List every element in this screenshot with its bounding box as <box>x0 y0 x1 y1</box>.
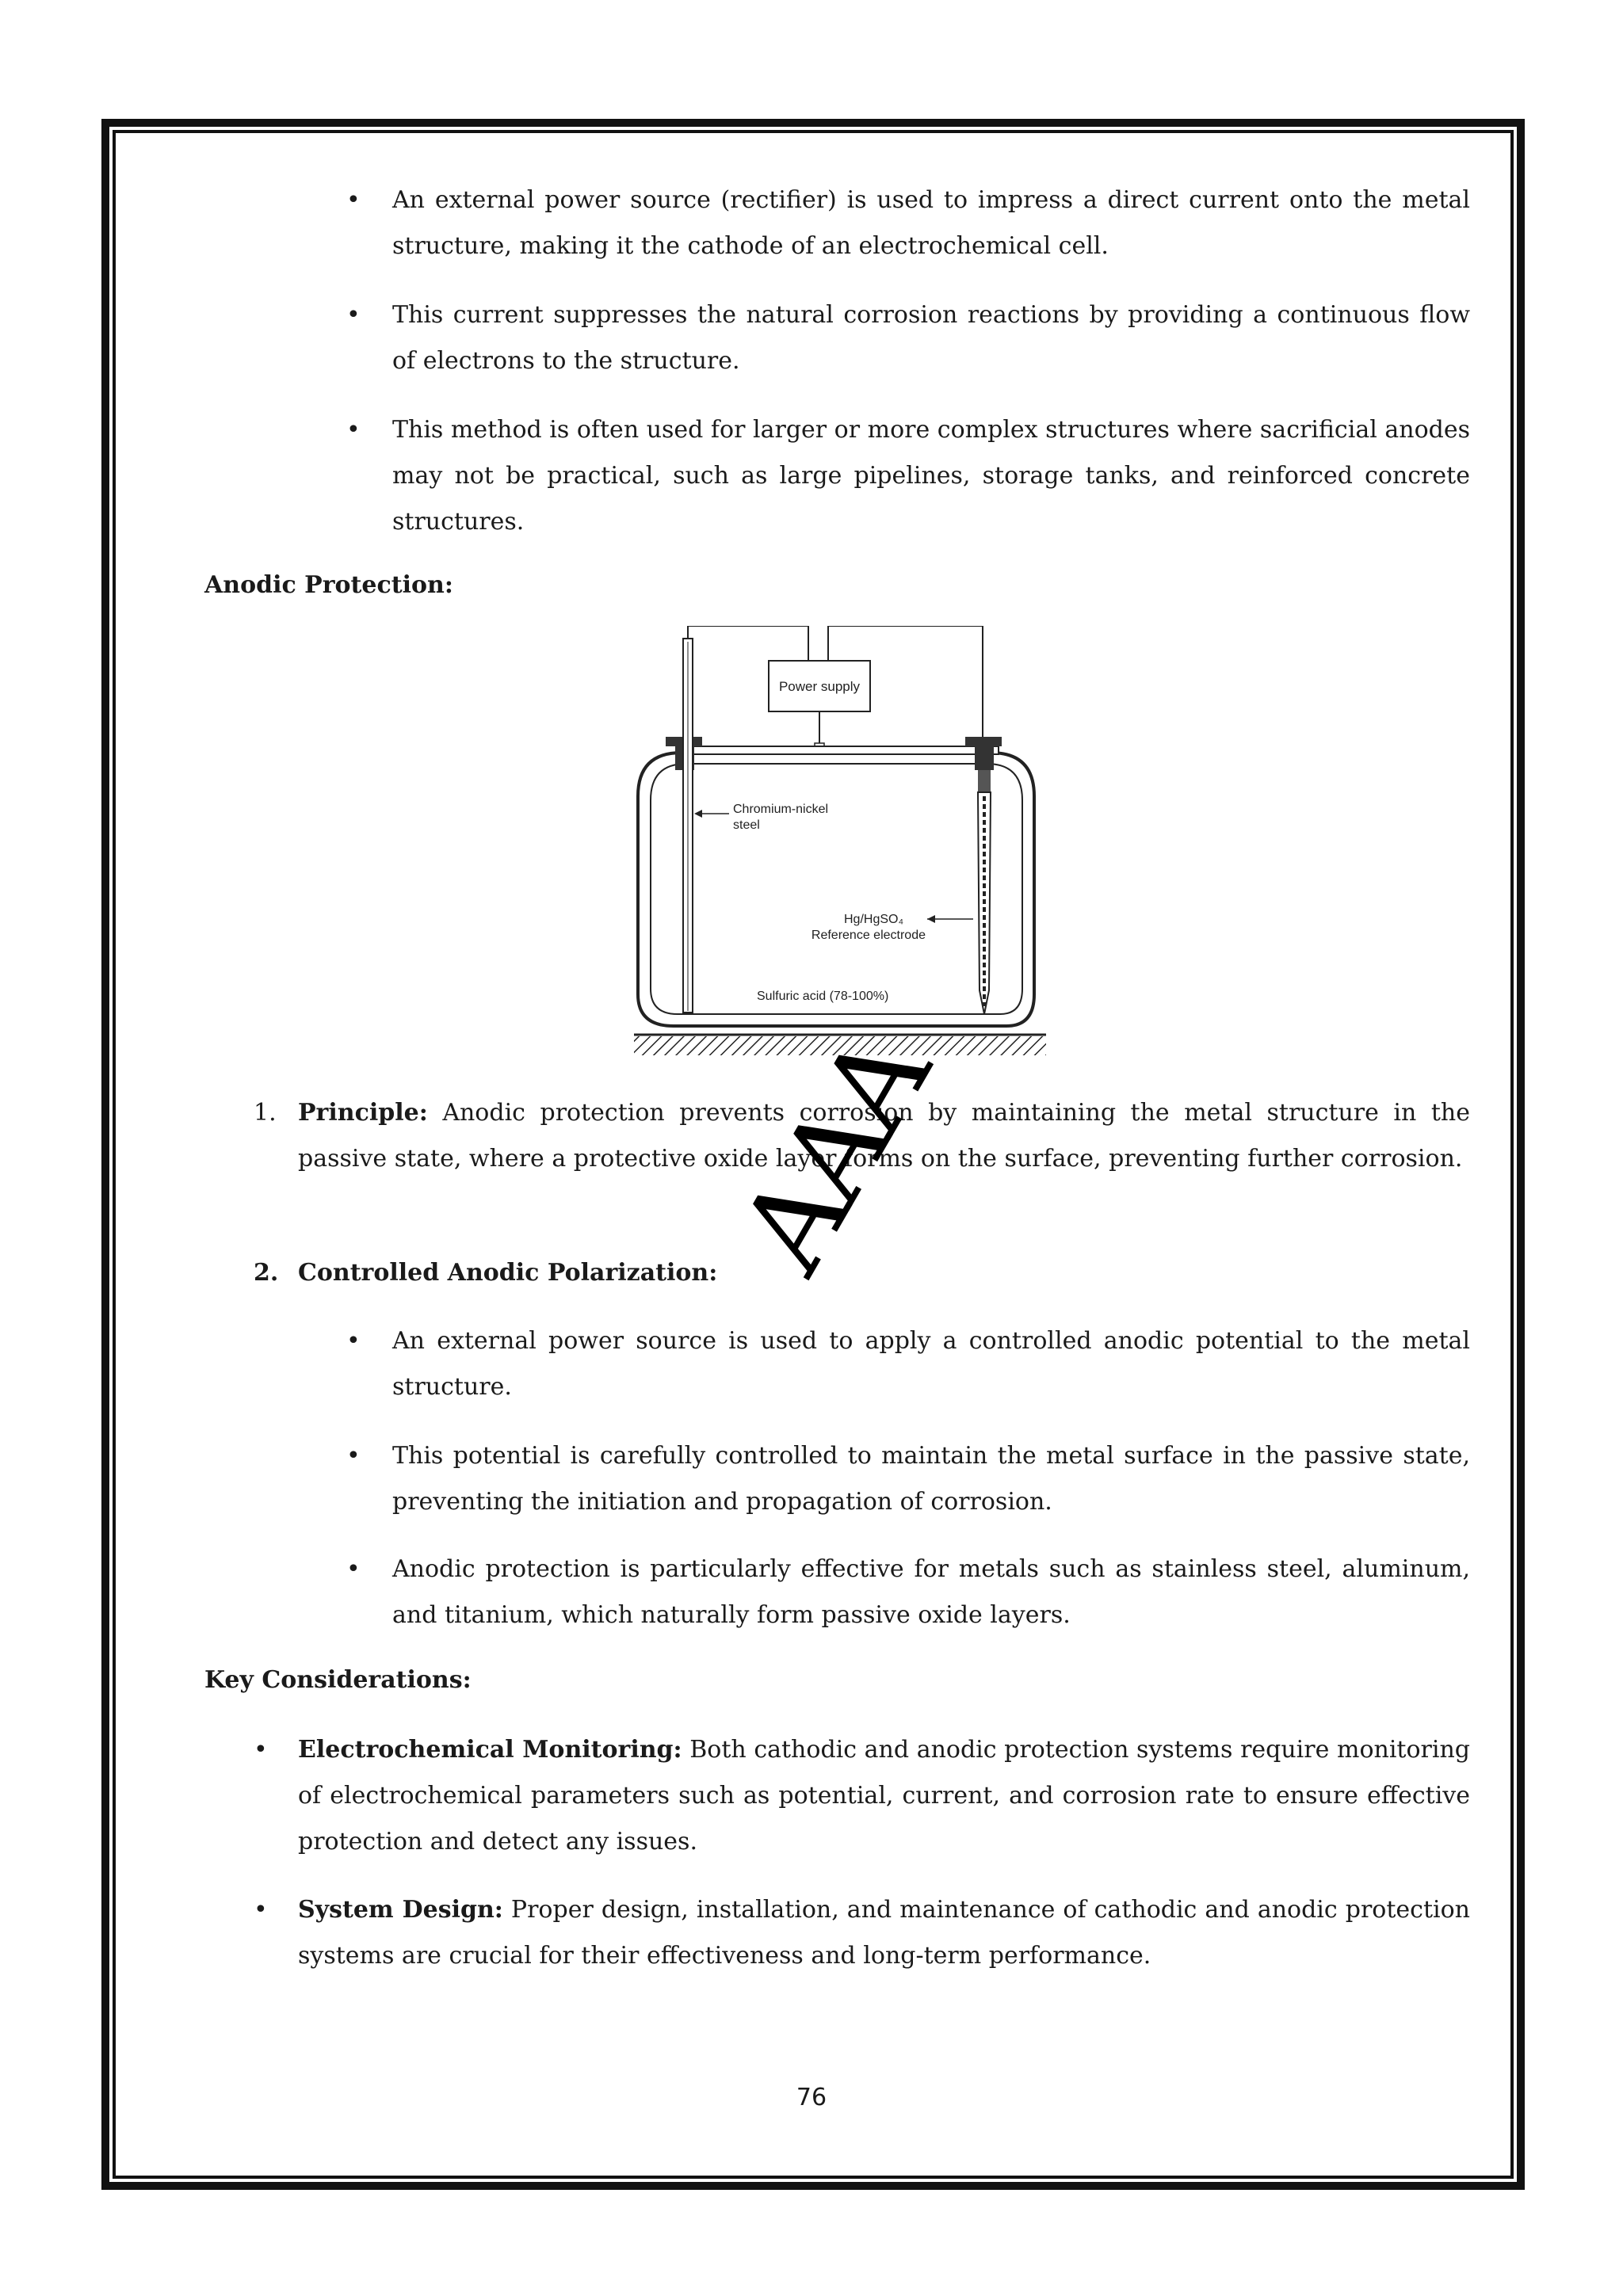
vessel-lid <box>682 746 999 754</box>
cathodic-bullet-1: An external power source (rectifier) is used to impress a direct current onto the metal structure, making it the cathode of an electrochemical cell. <box>392 186 1470 260</box>
key-item-text: Both cathodic and anodic protection systems require monitoring of electrochemical parameters such as potential, current, and corrosion rate to ensure effective protection and detect any issues. <box>298 1736 1470 1855</box>
section-heading-key-considerations: Key Considerations: <box>204 1666 472 1694</box>
right-flange <box>965 737 1002 746</box>
section-heading-anodic: Anodic Protection: <box>204 571 453 599</box>
key-item-text: Proper design, installation, and maintenance of cathodic and anodic protection systems are crucial for their effectiveness and long-term performance. <box>298 1896 1470 1970</box>
polarization-bullet-1: An external power source is used to apply a controlled anodic potential to the metal structure. <box>392 1327 1470 1401</box>
bullet-icon: • <box>346 1442 361 1470</box>
vessel <box>638 753 1034 1026</box>
key-item-label: Electrochemical Monitoring: <box>298 1736 682 1764</box>
power-supply-label: Power supply <box>778 679 861 694</box>
steel-label-line-1: Chromium-nickel <box>733 803 829 816</box>
list-number: 2. <box>254 1259 279 1287</box>
key-item-system-design <box>298 1887 1470 1979</box>
polarization-bullet-2: This potential is carefully controlled to maintain the metal surface in the passive state, preventing the initiation and propagation of corrosion. <box>392 1442 1470 1516</box>
bullet-icon: • <box>346 416 361 444</box>
principle-text: Anodic protection prevents corrosion by maintaining the metal structure in the passive state, where a protective oxide layer forms on the surface, preventing further corrosion. <box>298 1099 1470 1173</box>
bullet-icon: • <box>254 1736 268 1764</box>
key-item-monitoring <box>298 1727 1470 1865</box>
principle-label: Principle: <box>298 1099 428 1127</box>
wire-left <box>688 626 808 661</box>
cathodic-bullet-2: This current suppresses the natural corrosion reactions by providing a continuous flow of electrons to the structure. <box>392 301 1470 375</box>
bullet-icon: • <box>346 301 361 329</box>
reference-label-line-1: Hg/HgSO₄ <box>844 913 903 926</box>
cathodic-bullet-3: This method is often used for larger or more complex structures where sacrificial anodes may not be practical, such as large pipelines, storage tanks, and reinforced concrete structures. <box>392 416 1470 536</box>
polarization-heading: Controlled Anodic Polarization: <box>298 1259 718 1287</box>
key-item-label: System Design: <box>298 1896 503 1924</box>
watermark: AAA <box>714 1014 956 1295</box>
reference-label-line-2: Reference electrode <box>811 929 926 942</box>
bullet-icon: • <box>346 1555 361 1583</box>
anodic-protection-diagram <box>634 626 1046 1062</box>
acid-label: Sulfuric acid (78-100%) <box>757 990 889 1003</box>
list-number: 1. <box>254 1099 277 1127</box>
steel-label-line-2: steel <box>733 818 760 832</box>
page-number: 76 <box>796 2084 827 2111</box>
bullet-icon: • <box>254 1896 268 1924</box>
bullet-icon: • <box>346 1327 361 1355</box>
bullet-icon: • <box>346 186 361 214</box>
polarization-bullet-3: Anodic protection is particularly effective for metals such as stainless steel, aluminum, and titanium, which naturally form passive oxide layers. <box>392 1555 1470 1629</box>
